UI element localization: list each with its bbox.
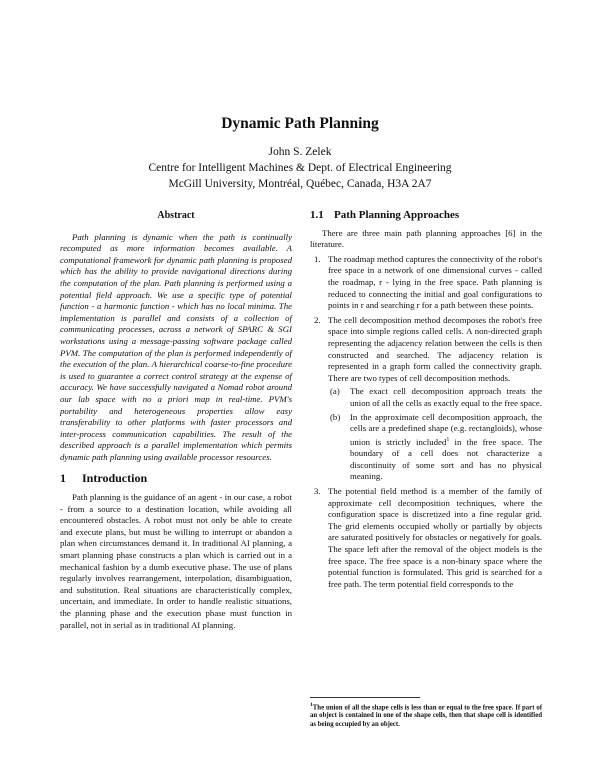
sublist-item [328, 412, 542, 483]
footnote [310, 701, 542, 729]
section-number: 1 [60, 471, 66, 486]
list-item-text: The cell decomposition method decomposes the robot's free space into simple regions called cells. A non-directed graph representing the adjacency relation between the cells is then constructed and searched. The adjacency relation is represented in a graph form called the connectivity graph. There are two types of cell decomposition methods. [328, 314, 542, 383]
abstract-heading: Abstract [157, 210, 195, 221]
approaches-list [310, 254, 542, 591]
list-item-text: The potential field method is a member of the family of approximate cell decomposition techniques, where the configuration space is discretized into a fine regular grid. The grid elements occupied wholly or partially by objects are saturated positively for obstacles or negatively for goals. The space left after the removal of the object models is the free space. The free space is a non-binary space where the potential function is formulated. This grid is searched for a free path. The term potential field corresponds to the [328, 485, 542, 589]
list-item [310, 315, 542, 483]
approaches-intro: There are three main path planning approaches [6] in the literature. [310, 227, 542, 250]
left-column [60, 210, 292, 634]
sublist-item-label: (a) [330, 386, 340, 397]
author-affiliation: Centre for Intelligent Machines & Dept. of Electrical Engineering [148, 162, 452, 174]
section-heading-introduction [60, 473, 292, 485]
introduction-paragraph: Path planning is the guidance of an agent - in our case, a robot - from a source to a destination location, while avoiding all encountered obstacles. A robot must not only be able to create and execute plans, but must be willing to interrupt or abandon a plan when circumstances demand it. In traditional AI planning, a smart planning phase constructs a plan which is carried out in a mechanical fashion by a dumb executive phase. The use of plans regularly involves rearrangement, interpolation, disambiguation, and substitution. Real situations are characteristically complex, uncertain, and immediate. In order to handle realistic situations, the planning phase and the execution phase must function in parallel, not in serial as in traditional AI planning. [60, 492, 292, 630]
list-item-label: 1. [314, 253, 321, 264]
author-address: McGill University, Montréal, Québec, Canada, H3A 2A7 [168, 178, 432, 190]
footnote-divider [310, 697, 420, 698]
subsection-number: 1.1 [310, 209, 324, 221]
author-name: John S. Zelek [268, 146, 332, 158]
abstract-text: Path planning is dynamic when the path is continually recomputed as more information becomes available. A computational framework for dynamic path planning is proposed which has the ability to provide navigational directions during the computation of the plan. Path planning is performed using a potential field approach. We use a specific type of potential function - a harmonic function - which has no local minima. The implementation is parallel and consists of a collection of communicating processes, across a network of SPARC & SGI workstations using a message-passing software package called PVM. The computation of the plan is performed independently of the execution of the plan. A hierarchical coarse-to-fine procedure is used to guarantee a correct control strategy at the expense of accuracy. We have successfully navigated a Nomad robot around our lab space with no a priori map in real-time. PVM's portability and heterogeneous properties allow easy transferability to other platforms with faster processors and inter-process communication capabilities. The result of the described approach is a parallel implementation which permits dynamic path planning using available processor resources. [60, 231, 292, 462]
sublist [328, 386, 542, 483]
sublist-item-text: In the approximate cell decomposition approach, the cells are a predefined shape (e.g. rectangloids), whose union is strictly included [350, 411, 542, 447]
footnote-text: The union of all the shape cells is less than or equal to the free space. If part of an object is contained in one of the shape cells, then that shape cell is identified as being occupied by an object. [310, 704, 542, 728]
list-item [310, 486, 542, 590]
paper-title: Dynamic Path Planning [221, 115, 379, 132]
subsection-title: Path Planning Approaches [334, 209, 460, 221]
list-item-label: 2. [314, 314, 321, 325]
list-item [310, 254, 542, 312]
list-item-label: 3. [314, 485, 321, 496]
section-title: Introduction [82, 471, 148, 486]
subsection-heading-approaches [310, 210, 542, 222]
list-item-text: The roadmap method captures the connectivity of the robot's free space in a network of one dimensional curves - called the roadmap, r - lying in the free space. Path planning is reduced to connecting the initial and goal configurations to points in r and searching r for a path between these points. [328, 253, 542, 311]
footnote-mark: 1 [310, 702, 313, 708]
right-column [310, 210, 542, 593]
footnote-reference[interactable]: 1 [446, 436, 450, 443]
sublist-item-text: The exact cell decomposition approach treats the union of all the cells as exactly equal to the free space. [350, 386, 542, 408]
sublist-item [328, 386, 542, 409]
sublist-item-label: (b) [330, 411, 341, 422]
sublist-item-text-continued: in the free space. The boundary of a cell does not characterize a discontinuity of some sort and has no physical meaning. [350, 436, 542, 482]
